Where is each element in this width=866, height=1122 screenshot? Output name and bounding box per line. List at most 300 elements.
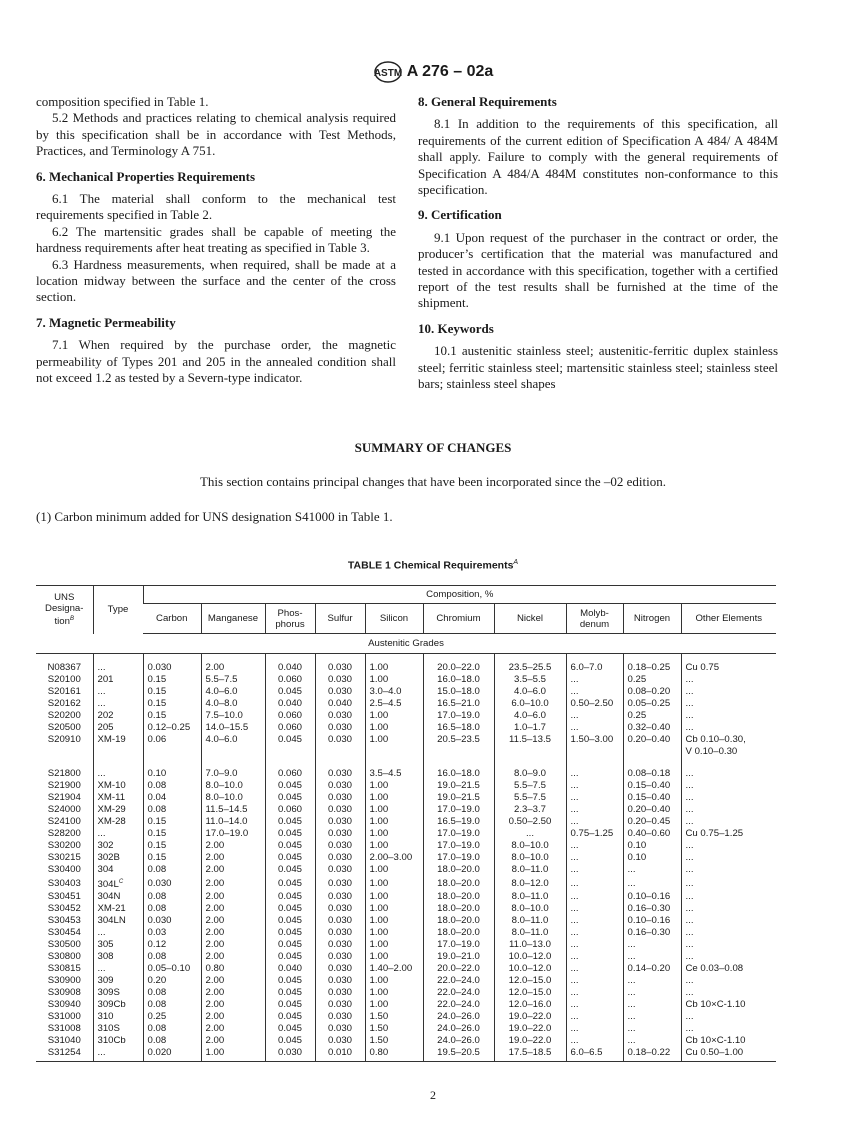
cell-text: 19.0–21.5 (437, 792, 480, 803)
cell-text: 7.5–10.0 (205, 710, 243, 721)
cell-text: 0.030 (327, 903, 352, 915)
column-header: Sulfur (315, 604, 365, 634)
cell-text: 8.0–10.0 (205, 780, 243, 791)
table-cell (36, 654, 93, 675)
chemical-requirements-table (36, 585, 776, 1062)
table-cell (365, 816, 423, 828)
cell-text: 0.030 (327, 1035, 352, 1047)
table-cell (315, 780, 365, 792)
cell-text: 19.5–20.5 (437, 1047, 480, 1059)
table-cell (623, 903, 681, 915)
cell-text: 0.060 (277, 722, 302, 733)
spacer-cell (365, 758, 423, 768)
cell-text: 5.5–7.5 (513, 780, 546, 791)
table-cell (36, 951, 93, 963)
cell-text: 8.0–10.0 (511, 903, 549, 915)
table-cell (681, 816, 776, 828)
paragraph-6-1: 6.1 The material shall conform to the mechanical test requirements specified in Table 2. (36, 191, 396, 223)
table-cell (265, 654, 315, 675)
cell-text: ... (685, 915, 694, 927)
footnote-marker: B (69, 616, 74, 623)
cell-text: ... (685, 840, 694, 851)
table-cell (566, 734, 623, 746)
cell-text: 17.0–19.0 (437, 710, 480, 721)
table-cell (315, 734, 365, 746)
cell-text: 17.0–19.0 (205, 828, 249, 839)
table-cell (93, 963, 143, 975)
table-cell (681, 915, 776, 927)
cell-text: 0.030 (147, 662, 172, 673)
cell-text: 0.045 (277, 903, 302, 915)
cell-text: 0.045 (277, 828, 302, 839)
table-cell (315, 710, 365, 722)
cell-text: 0.10 (627, 840, 647, 851)
table-cell (494, 734, 566, 746)
table-cell (681, 674, 776, 686)
table-cell (566, 999, 623, 1011)
table-cell (265, 698, 315, 710)
cell-text: 0.10–0.16 (627, 891, 671, 903)
table-cell (143, 927, 201, 939)
cell-text: 0.04 (147, 792, 167, 803)
table-cell (201, 804, 265, 816)
cell-text: 10.0–12.0 (508, 963, 552, 975)
table-cell (36, 891, 93, 903)
cell-text: 0.25 (627, 674, 647, 685)
table-cell (143, 722, 201, 734)
cell-text: 0.08 (147, 999, 167, 1011)
table-cell (566, 876, 623, 891)
cell-text: 0.10 (627, 852, 647, 863)
cell-text: 20.0–22.0 (437, 662, 480, 673)
table-cell (201, 654, 265, 675)
table-cell (566, 1011, 623, 1023)
cell-text: 0.030 (327, 768, 352, 779)
table-cell (36, 780, 93, 792)
cell-text: Cb 10×C-1.10 (685, 999, 746, 1011)
table-cell (143, 746, 201, 758)
cell-text: 14.0–15.5 (205, 722, 249, 733)
cell-text: ... (570, 1011, 579, 1023)
table-cell (93, 698, 143, 710)
paragraph-7-1: 7.1 When required by the purchase order, the magnetic permeability of Types 201 and 205 in the annealed condition shall not exceed 1.2 as tested by a Severn-type indicator. (36, 337, 396, 386)
table-cell (423, 987, 494, 999)
table-cell (623, 698, 681, 710)
table-cell (93, 722, 143, 734)
cell-text: S31008 (47, 1023, 81, 1035)
cell-text: ... (685, 780, 694, 791)
cell-text: 0.045 (277, 927, 302, 939)
cell-text: 2.00–3.00 (369, 852, 413, 863)
table-cell (681, 891, 776, 903)
table-cell (315, 963, 365, 975)
table-cell (265, 804, 315, 816)
table-cell (681, 975, 776, 987)
table-cell (265, 828, 315, 840)
table-cell (623, 828, 681, 840)
cell-text: 3.5–4.5 (369, 768, 402, 779)
table-cell (681, 1011, 776, 1023)
table-cell (566, 816, 623, 828)
table-cell (36, 1011, 93, 1023)
table-cell (423, 816, 494, 828)
cell-text: 0.045 (277, 734, 302, 745)
cell-text: 1.00 (369, 877, 389, 889)
cell-text: 0.060 (277, 804, 302, 815)
cell-text: 0.08–0.18 (627, 768, 671, 779)
table-row (36, 987, 776, 999)
spacer-cell (201, 758, 265, 768)
column-header: Phos- phorus (265, 604, 315, 634)
table-cell (36, 828, 93, 840)
table-cell (365, 915, 423, 927)
cell-text: 304N (97, 891, 121, 903)
table-cell (143, 975, 201, 987)
table-cell (681, 768, 776, 780)
table-cell (566, 654, 623, 675)
column-header: Chromium (423, 604, 494, 634)
table-cell (201, 698, 265, 710)
table-cell (365, 746, 423, 758)
table-cell (566, 674, 623, 686)
table-cell (365, 987, 423, 999)
table-cell (494, 876, 566, 891)
cell-text: ... (570, 780, 579, 791)
table-cell (265, 840, 315, 852)
cell-text: 2.00 (205, 852, 225, 863)
table-cell (494, 792, 566, 804)
cell-text: 2.00 (205, 915, 225, 927)
table-cell (201, 746, 265, 758)
table-cell (494, 963, 566, 975)
cell-text: 17.0–19.0 (437, 852, 480, 863)
cell-text: 17.0–19.0 (437, 828, 480, 839)
cell-text: 8.0–9.0 (513, 768, 546, 779)
table-cell (423, 927, 494, 939)
table-row (36, 1047, 776, 1062)
table-cell (93, 975, 143, 987)
table-cell (201, 876, 265, 891)
table-cell (93, 852, 143, 864)
table-cell (265, 939, 315, 951)
table-cell (36, 686, 93, 698)
table-cell (423, 654, 494, 675)
table-cell (93, 1011, 143, 1023)
table-cell (143, 654, 201, 675)
table-cell (93, 746, 143, 758)
cell-text: 1.00 (369, 939, 389, 951)
table-cell (143, 698, 201, 710)
table-cell (93, 734, 143, 746)
table-cell (365, 698, 423, 710)
cell-text: 0.045 (277, 915, 302, 927)
table-cell (566, 1035, 623, 1047)
cell-text: 0.030 (277, 1047, 302, 1059)
cell-text: 1.00 (369, 840, 389, 851)
cell-text: 309S (97, 987, 120, 999)
cell-text: ... (97, 698, 106, 709)
table-cell (494, 1011, 566, 1023)
table-row (36, 915, 776, 927)
table-cell (315, 1035, 365, 1047)
table-cell (36, 903, 93, 915)
cell-text: 308 (97, 951, 114, 963)
cell-text: 11.5–14.5 (205, 804, 248, 815)
table-cell (36, 792, 93, 804)
table-cell (494, 710, 566, 722)
table-cell (93, 891, 143, 903)
table-cell (494, 1035, 566, 1047)
paragraph-8-1: 8.1 In addition to the requirements of this specification, all requirements of the current edition of Specification A 484/ A 484M shall apply. Failure to comply with the general requirements of Specification A 484/A 484M constitutes non-conformance to this specification. (418, 116, 778, 198)
table-cell (566, 828, 623, 840)
table-cell (143, 999, 201, 1011)
cell-text: 0.010 (327, 1047, 352, 1059)
cell-text: 8.0–12.0 (511, 877, 549, 889)
cell-text: 0.15 (147, 710, 167, 721)
spacer-cell (36, 758, 93, 768)
table-cell (566, 746, 623, 758)
table-cell (265, 674, 315, 686)
table-cell (623, 1047, 681, 1062)
cell-text: ... (97, 927, 106, 939)
cell-text: 2.00 (205, 987, 225, 999)
cell-text: 0.045 (277, 877, 302, 889)
table-cell (201, 722, 265, 734)
cell-text: 7.0–9.0 (205, 768, 238, 779)
cell-text: S31040 (47, 1035, 81, 1047)
table-cell (423, 1047, 494, 1062)
cell-text: 0.045 (277, 864, 302, 875)
cell-text: 0.030 (147, 877, 172, 889)
spacer-cell (423, 758, 494, 768)
cell-text: 11.0–13.0 (509, 939, 551, 951)
paragraph-6-3: 6.3 Hardness measurements, when required, shall be made at a location midway between the surface and the center of the cross section. (36, 256, 396, 305)
cell-text: 0.030 (327, 828, 352, 839)
table-cell (566, 939, 623, 951)
left-column (36, 94, 396, 387)
table-cell (423, 734, 494, 746)
cell-text: 0.08 (147, 903, 167, 915)
cell-text: 24.0–26.0 (437, 1011, 480, 1023)
cell-text: 2.00 (205, 951, 225, 963)
cell-text: S30800 (47, 951, 81, 963)
cell-text: 0.15–0.40 (627, 792, 671, 803)
cell-text: 0.045 (277, 852, 302, 863)
table-row (36, 876, 776, 891)
table-cell (36, 987, 93, 999)
cell-text: 1.00 (369, 927, 389, 939)
cell-text: ... (570, 1023, 579, 1035)
cell-text: ... (570, 999, 579, 1011)
summary-item: (1) Carbon minimum added for UNS designation S41000 in Table 1. (36, 509, 393, 524)
cell-text: S30200 (47, 840, 81, 851)
table-cell (566, 768, 623, 780)
cell-text: 22.0–24.0 (437, 999, 480, 1011)
cell-text: 0.15 (147, 674, 167, 685)
table-cell (315, 698, 365, 710)
cell-text: Cu 0.50–1.00 (685, 1047, 744, 1059)
table-cell (681, 840, 776, 852)
summary-heading: SUMMARY OF CHANGES (354, 440, 512, 455)
table-cell (423, 710, 494, 722)
cell-text: 0.15 (147, 698, 167, 709)
table-cell (201, 828, 265, 840)
table-cell (93, 927, 143, 939)
table-cell (265, 1023, 315, 1035)
cell-text: 0.12 (147, 939, 167, 951)
cell-text: 304L (97, 879, 119, 891)
table-cell (36, 816, 93, 828)
table-cell (623, 746, 681, 758)
table-cell (93, 840, 143, 852)
table-cell (365, 792, 423, 804)
table-cell (566, 780, 623, 792)
section-heading-8: 8. General Requirements (418, 94, 557, 109)
cell-text: ... (570, 939, 579, 951)
table-cell (566, 987, 623, 999)
cell-text: 0.030 (327, 816, 352, 827)
summary-intro: This section contains principal changes that have been incorporated since the –02 edition. (199, 474, 667, 489)
cell-text: ... (570, 792, 579, 803)
cell-text: 6.0–10.0 (511, 698, 549, 709)
table-cell (423, 891, 494, 903)
cell-text: 4.0–6.0 (513, 710, 546, 721)
table-cell (36, 746, 93, 758)
spacer-cell (315, 758, 365, 768)
table-cell (93, 828, 143, 840)
cell-text: 1.00 (205, 1047, 225, 1059)
table-cell (365, 975, 423, 987)
cell-text: 304 (97, 864, 114, 875)
table-cell (143, 1035, 201, 1047)
cell-text: 0.060 (277, 768, 302, 779)
table-cell (143, 987, 201, 999)
cell-text: 1.50 (369, 1023, 389, 1035)
table-cell (423, 828, 494, 840)
cell-text: 0.045 (277, 1023, 302, 1035)
cell-text: 0.030 (327, 987, 352, 999)
cell-text: XM-19 (97, 734, 126, 745)
cell-text: 0.10 (147, 768, 167, 779)
cell-text: 2.00 (205, 903, 225, 915)
table-cell (423, 792, 494, 804)
table-cell (623, 768, 681, 780)
table-cell (365, 891, 423, 903)
cell-text: 0.08 (147, 780, 167, 791)
cell-text: ... (627, 975, 636, 987)
cell-text: 1.00 (369, 915, 389, 927)
table-cell (365, 903, 423, 915)
cell-text: 0.15 (147, 686, 167, 697)
table-cell (623, 792, 681, 804)
cell-text: 0.08 (147, 804, 167, 815)
cell-text: 22.0–24.0 (437, 975, 480, 987)
cell-text: V 0.10–0.30 (685, 746, 738, 757)
cell-text: ... (570, 840, 579, 851)
cell-text: ... (685, 877, 694, 889)
table-cell (315, 864, 365, 876)
cell-text: ... (570, 816, 579, 827)
table-cell (365, 686, 423, 698)
table-cell (265, 722, 315, 734)
column-header: Other Elements (681, 604, 776, 634)
cell-text: ... (685, 674, 694, 685)
table-cell (143, 1047, 201, 1062)
cell-text: ... (97, 768, 106, 779)
table-cell (623, 654, 681, 675)
cell-text: 0.040 (277, 698, 302, 709)
cell-text: S20100 (47, 674, 81, 685)
table-cell (494, 780, 566, 792)
table-cell (623, 816, 681, 828)
cell-text: 0.030 (327, 674, 352, 685)
cell-text: 11.5–13.5 (509, 734, 551, 745)
cell-text: 0.75–1.25 (570, 828, 614, 839)
table-cell (365, 963, 423, 975)
table-cell (365, 734, 423, 746)
table-cell (365, 1035, 423, 1047)
table-cell (623, 927, 681, 939)
table-cell (93, 951, 143, 963)
cell-text: 18.0–20.0 (437, 903, 480, 915)
table-cell (423, 903, 494, 915)
table-cell (423, 698, 494, 710)
cell-text: 5.5–7.5 (205, 674, 238, 685)
table-cell (681, 1023, 776, 1035)
cell-text: 1.00 (369, 891, 389, 903)
cell-text: 0.15 (147, 840, 167, 851)
table-cell (566, 927, 623, 939)
table-cell (143, 674, 201, 686)
table-cell (93, 804, 143, 816)
table-cell (623, 852, 681, 864)
cell-text: 2.00 (205, 1035, 225, 1047)
cell-text: 19.0–21.5 (437, 780, 480, 791)
table-row (36, 654, 776, 675)
table-cell (566, 722, 623, 734)
cell-text: ... (570, 927, 579, 939)
table-cell (315, 792, 365, 804)
table-row (36, 1035, 776, 1047)
cell-text: ... (685, 987, 694, 999)
table-cell (681, 951, 776, 963)
table-cell (623, 674, 681, 686)
table-cell (566, 804, 623, 816)
cell-text: 1.00 (369, 804, 389, 815)
table-cell (36, 876, 93, 891)
cell-text: 1.0–1.7 (513, 722, 546, 733)
table-cell (265, 915, 315, 927)
cell-text: 0.060 (277, 674, 302, 685)
table-row (36, 1011, 776, 1023)
table-cell (681, 939, 776, 951)
table-cell (623, 939, 681, 951)
table-cell (93, 780, 143, 792)
paragraph-9-1: 9.1 Upon request of the purchaser in the contract or order, the producer’s certification that the material was manufactured and tested in accordance with this specification, together with a certified report of the test results shall be furnished at the time of the shipment. (418, 229, 778, 311)
cell-text: 0.25 (147, 1011, 167, 1023)
cell-text: S31254 (47, 1047, 81, 1059)
table-cell (315, 1011, 365, 1023)
table-cell (201, 963, 265, 975)
table-cell (36, 999, 93, 1011)
table-cell (93, 999, 143, 1011)
cell-text: 11.0–14.0 (205, 816, 248, 827)
cell-text: 16.5–18.0 (437, 722, 480, 733)
cell-text: S30900 (47, 975, 81, 987)
table-row (36, 963, 776, 975)
cell-text: 16.5–21.0 (437, 698, 480, 709)
cell-text: 1.50–3.00 (570, 734, 614, 745)
